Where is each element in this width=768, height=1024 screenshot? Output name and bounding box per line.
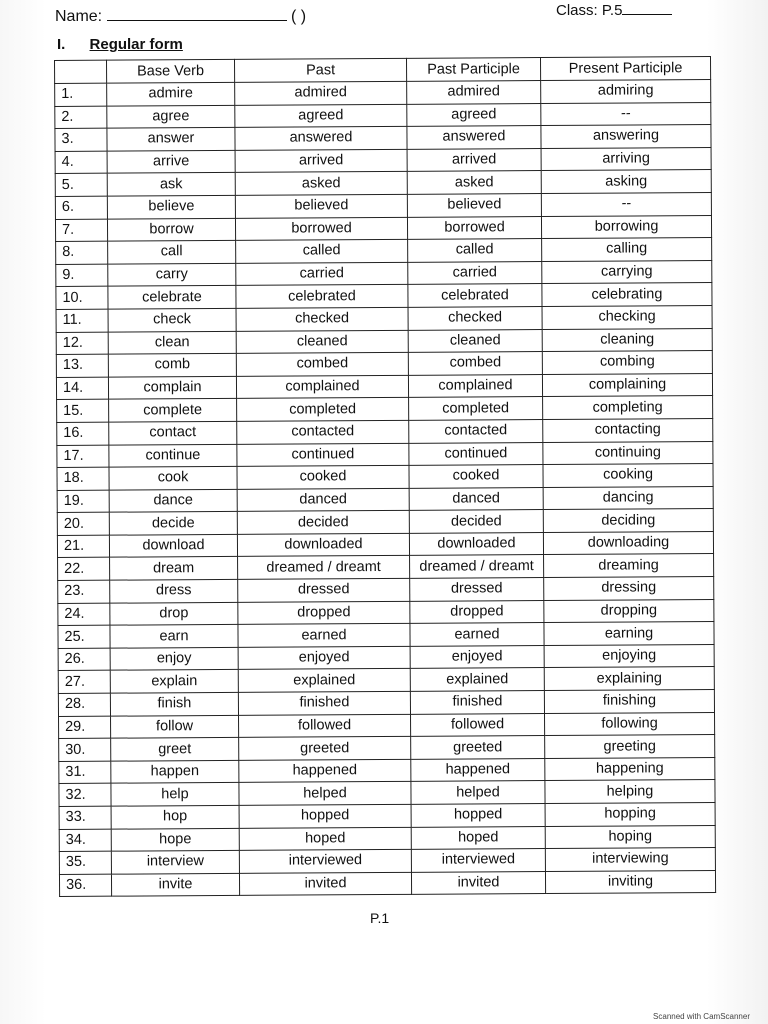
row-number: 10.: [56, 287, 108, 310]
class-field: [556, 2, 672, 19]
past-cell: celebrated: [236, 285, 408, 309]
base-verb-cell: check: [108, 308, 236, 331]
base-verb-cell: call: [108, 241, 236, 264]
row-number: 20.: [57, 512, 109, 535]
past-cell: believed: [235, 194, 407, 218]
past-participle-cell: dreamed / dreamt: [410, 555, 544, 578]
row-number: 12.: [56, 332, 108, 355]
present-participle-cell: finishing: [544, 690, 714, 714]
column-header-past-participle: Past Participle: [406, 58, 540, 82]
present-participle-cell: dropping: [544, 599, 714, 623]
past-cell: admired: [235, 81, 407, 105]
column-header-present-participle: Present Participle: [540, 56, 710, 80]
row-number: 9.: [56, 264, 108, 287]
past-cell: explained: [238, 669, 410, 693]
present-participle-cell: contacting: [543, 418, 713, 442]
base-verb-cell: admire: [107, 82, 235, 105]
past-cell: contacted: [237, 420, 409, 444]
past-cell: cleaned: [236, 330, 408, 354]
present-participle-cell: earning: [544, 622, 714, 646]
past-participle-cell: dressed: [410, 578, 544, 601]
row-number: 22.: [58, 558, 110, 581]
present-participle-cell: carrying: [542, 260, 712, 284]
past-cell: greeted: [239, 737, 411, 761]
base-verb-cell: agree: [107, 105, 235, 128]
present-participle-cell: following: [544, 712, 714, 736]
past-participle-cell: explained: [410, 668, 544, 691]
past-participle-cell: decided: [409, 510, 543, 533]
present-participle-cell: hopping: [545, 802, 715, 826]
past-participle-cell: completed: [409, 397, 543, 420]
row-number: 2.: [55, 106, 107, 129]
past-participle-cell: hopped: [411, 804, 545, 827]
row-number: 4.: [55, 151, 107, 174]
past-cell: finished: [238, 691, 410, 715]
row-number: 32.: [59, 784, 111, 807]
present-participle-cell: calling: [542, 238, 712, 262]
past-cell: cooked: [237, 465, 409, 489]
present-participle-cell: cleaning: [542, 328, 712, 352]
base-verb-cell: happen: [111, 760, 239, 783]
past-cell: continued: [237, 443, 409, 467]
past-cell: interviewed: [239, 850, 411, 874]
row-number: 34.: [59, 829, 111, 852]
past-participle-cell: continued: [409, 442, 543, 465]
past-cell: asked: [235, 172, 407, 196]
past-participle-cell: happened: [411, 758, 545, 781]
present-participle-cell: asking: [541, 170, 711, 194]
name-field: [55, 6, 306, 26]
past-cell: earned: [238, 624, 410, 648]
row-number: 8.: [56, 241, 108, 264]
past-participle-cell: checked: [408, 306, 542, 329]
present-participle-cell: greeting: [545, 735, 715, 759]
past-participle-cell: greeted: [411, 736, 545, 759]
past-cell: downloaded: [237, 533, 409, 557]
row-number: 17.: [57, 445, 109, 468]
row-number: 24.: [58, 603, 110, 626]
row-number: 18.: [57, 467, 109, 490]
page-number: P.1: [370, 910, 390, 926]
base-verb-cell: contact: [109, 421, 237, 444]
verb-table: [54, 56, 716, 897]
present-participle-cell: dancing: [543, 486, 713, 510]
row-number: 19.: [57, 490, 109, 513]
present-participle-cell: checking: [542, 305, 712, 329]
present-participle-cell: hoping: [545, 825, 715, 849]
past-cell: completed: [237, 398, 409, 422]
row-number: 21.: [57, 535, 109, 558]
past-participle-cell: hoped: [411, 826, 545, 849]
past-participle-cell: cleaned: [408, 329, 542, 352]
base-verb-cell: celebrate: [108, 286, 236, 309]
past-cell: carried: [236, 262, 408, 286]
present-participle-cell: completing: [543, 396, 713, 420]
past-participle-cell: asked: [407, 171, 541, 194]
present-participle-cell: downloading: [543, 531, 713, 555]
row-number: 14.: [56, 377, 108, 400]
past-cell: danced: [237, 488, 409, 512]
base-verb-cell: earn: [110, 625, 238, 648]
past-cell: invited: [239, 872, 411, 896]
base-verb-cell: hope: [111, 828, 239, 851]
name-label: Name:: [55, 8, 103, 25]
past-participle-cell: invited: [411, 871, 545, 894]
column-header-past: Past: [234, 58, 406, 82]
row-number: 25.: [58, 625, 110, 648]
base-verb-cell: dream: [110, 557, 238, 580]
present-participle-cell: cooking: [543, 464, 713, 488]
base-verb-cell: borrow: [107, 218, 235, 241]
past-cell: checked: [236, 307, 408, 331]
past-cell: happened: [239, 759, 411, 783]
past-participle-cell: admired: [407, 81, 541, 104]
row-number: 35.: [59, 851, 111, 874]
past-cell: hoped: [239, 827, 411, 851]
past-cell: agreed: [235, 104, 407, 128]
present-participle-cell: arriving: [541, 147, 711, 171]
row-number: 5.: [55, 174, 107, 197]
base-verb-cell: believe: [107, 195, 235, 218]
present-participle-cell: --: [541, 192, 711, 216]
base-verb-cell: answer: [107, 128, 235, 151]
past-cell: arrived: [235, 149, 407, 173]
row-number: 6.: [55, 196, 107, 219]
base-verb-cell: finish: [110, 692, 238, 715]
base-verb-cell: invite: [111, 873, 239, 896]
past-cell: dressed: [238, 578, 410, 602]
past-participle-cell: dropped: [410, 600, 544, 623]
section-number: I.: [57, 36, 66, 53]
row-number: 26.: [58, 648, 110, 671]
present-participle-cell: happening: [545, 757, 715, 781]
section-title: Regular form: [89, 36, 183, 53]
base-verb-cell: dress: [110, 579, 238, 602]
present-participle-cell: dreaming: [544, 554, 714, 578]
row-number: 28.: [58, 693, 110, 716]
past-participle-cell: arrived: [407, 148, 541, 171]
name-paren: ( ): [291, 8, 307, 25]
past-participle-cell: downloaded: [409, 532, 543, 555]
present-participle-cell: inviting: [545, 870, 715, 894]
present-participle-cell: --: [541, 102, 711, 126]
past-participle-cell: earned: [410, 623, 544, 646]
present-participle-cell: interviewing: [545, 848, 715, 872]
past-cell: borrowed: [235, 217, 407, 241]
past-participle-cell: complained: [408, 374, 542, 397]
base-verb-cell: arrive: [107, 150, 235, 173]
row-number: 13.: [56, 354, 108, 377]
present-participle-cell: continuing: [543, 441, 713, 465]
class-label: Class: P.5: [556, 2, 623, 19]
base-verb-cell: carry: [108, 263, 236, 286]
past-cell: enjoyed: [238, 646, 410, 670]
row-number: 1.: [55, 83, 107, 106]
row-number: 16.: [57, 422, 109, 445]
base-verb-cell: enjoy: [110, 647, 238, 670]
row-number: 27.: [58, 671, 110, 694]
row-number: 7.: [55, 219, 107, 242]
base-verb-cell: ask: [107, 173, 235, 196]
scanner-watermark: Scanned with CamScanner: [653, 1012, 750, 1021]
present-participle-cell: deciding: [543, 509, 713, 533]
row-number: 29.: [59, 716, 111, 739]
past-cell: complained: [236, 375, 408, 399]
row-number: 31.: [59, 761, 111, 784]
past-participle-cell: celebrated: [408, 284, 542, 307]
present-participle-cell: enjoying: [544, 644, 714, 668]
table-row: [59, 870, 715, 897]
past-participle-cell: believed: [407, 193, 541, 216]
base-verb-cell: continue: [109, 444, 237, 467]
past-cell: called: [236, 239, 408, 263]
present-participle-cell: combing: [542, 351, 712, 375]
base-verb-cell: explain: [110, 670, 238, 693]
past-cell: decided: [237, 511, 409, 535]
past-participle-cell: agreed: [407, 103, 541, 126]
base-verb-cell: hop: [111, 805, 239, 828]
past-participle-cell: contacted: [409, 419, 543, 442]
present-participle-cell: dressing: [544, 577, 714, 601]
past-participle-cell: helped: [411, 781, 545, 804]
present-participle-cell: explaining: [544, 667, 714, 691]
base-verb-cell: complete: [109, 399, 237, 422]
row-number: 3.: [55, 128, 107, 151]
past-participle-cell: cooked: [409, 465, 543, 488]
row-number: 33.: [59, 806, 111, 829]
past-cell: dropped: [238, 601, 410, 625]
past-participle-cell: combed: [408, 352, 542, 375]
past-participle-cell: followed: [411, 713, 545, 736]
past-participle-cell: answered: [407, 126, 541, 149]
present-participle-cell: admiring: [541, 79, 711, 103]
row-number: 23.: [58, 580, 110, 603]
row-number: 11.: [56, 309, 108, 332]
base-verb-cell: interview: [111, 851, 239, 874]
base-verb-cell: greet: [111, 738, 239, 761]
base-verb-cell: help: [111, 783, 239, 806]
column-header-number: [55, 60, 107, 83]
present-participle-cell: answering: [541, 125, 711, 149]
row-number: 36.: [59, 874, 111, 897]
past-participle-cell: borrowed: [407, 216, 541, 239]
past-cell: hopped: [239, 804, 411, 828]
past-participle-cell: finished: [410, 691, 544, 714]
section-heading: [57, 36, 183, 53]
table-body: [55, 79, 716, 896]
past-participle-cell: called: [408, 239, 542, 262]
past-cell: followed: [239, 714, 411, 738]
past-participle-cell: carried: [408, 261, 542, 284]
base-verb-cell: decide: [109, 512, 237, 535]
class-blank-line: [622, 2, 672, 15]
name-blank-line: [107, 6, 287, 21]
base-verb-cell: dance: [109, 489, 237, 512]
past-participle-cell: enjoyed: [410, 645, 544, 668]
row-number: 30.: [59, 738, 111, 761]
present-participle-cell: helping: [545, 780, 715, 804]
base-verb-cell: clean: [108, 331, 236, 354]
past-cell: dreamed / dreamt: [238, 556, 410, 580]
past-participle-cell: interviewed: [411, 849, 545, 872]
base-verb-cell: follow: [111, 715, 239, 738]
base-verb-cell: drop: [110, 602, 238, 625]
column-header-base-verb: Base Verb: [107, 59, 235, 83]
present-participle-cell: celebrating: [542, 283, 712, 307]
past-cell: combed: [236, 352, 408, 376]
base-verb-cell: cook: [109, 466, 237, 489]
past-cell: answered: [235, 127, 407, 151]
past-cell: helped: [239, 782, 411, 806]
row-number: 15.: [57, 399, 109, 422]
present-participle-cell: complaining: [542, 373, 712, 397]
base-verb-cell: comb: [108, 354, 236, 377]
present-participle-cell: borrowing: [541, 215, 711, 239]
base-verb-cell: download: [109, 534, 237, 557]
base-verb-cell: complain: [108, 376, 236, 399]
past-participle-cell: danced: [409, 487, 543, 510]
